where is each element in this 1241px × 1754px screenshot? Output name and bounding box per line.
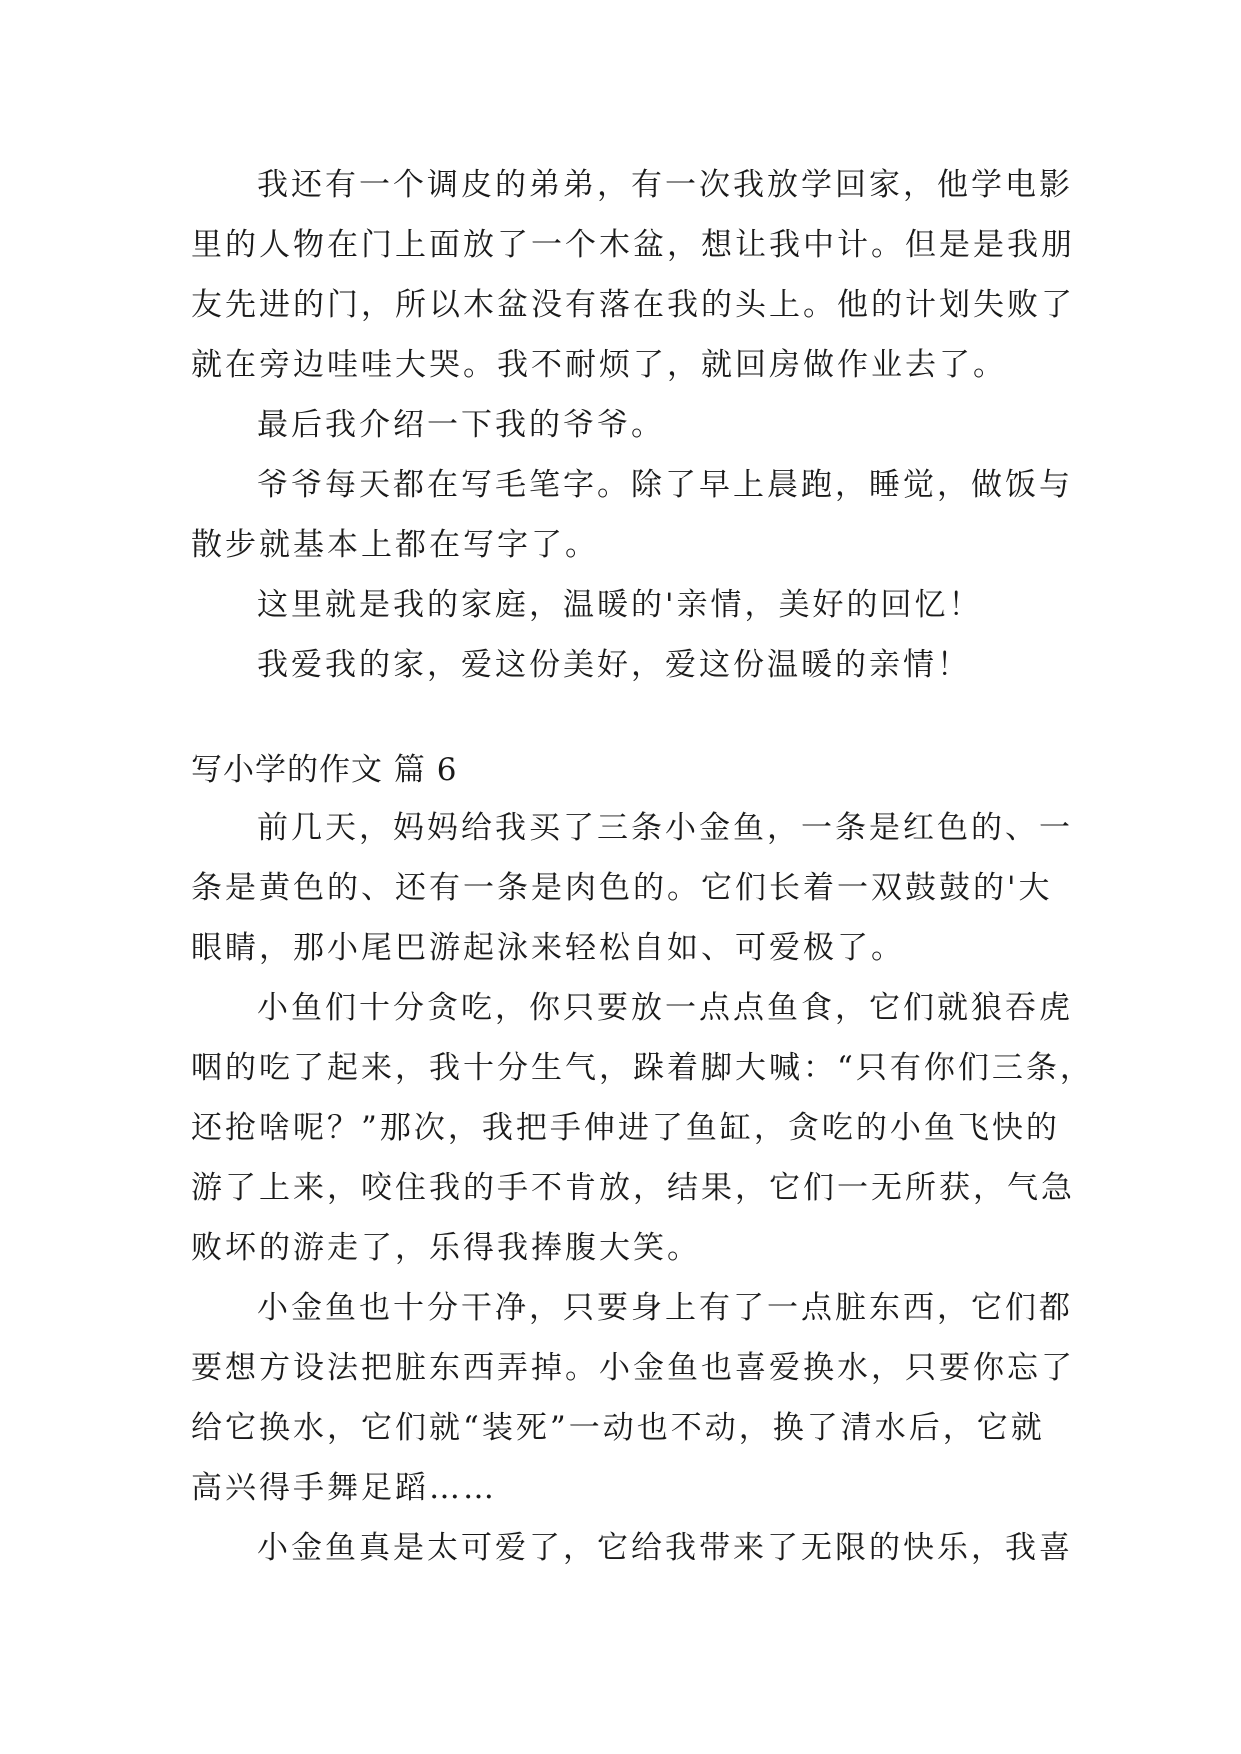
paragraph-line: 给它换水，它们就“装死”一动也不动，换了清水后，它就 [191, 1410, 1045, 1446]
paragraph-line: 小鱼们十分贪吃，你只要放一点点鱼食，它们就狼吞虎 [257, 990, 1073, 1026]
paragraph-line: 还抢啥呢？”那次，我把手伸进了鱼缸，贪吃的小鱼飞快的 [191, 1110, 1060, 1146]
paragraph-line: 高兴得手舞足蹈…… [191, 1470, 497, 1506]
paragraph-line: 友先进的门，所以木盆没有落在我的头上。他的计划失败了 [191, 287, 1075, 323]
paragraph-line: 败坏的游走了，乐得我捧腹大笑。 [191, 1230, 701, 1266]
paragraph-line: 游了上来，咬住我的手不肯放，结果，它们一无所获，气急 [191, 1170, 1075, 1206]
paragraph-line: 小金鱼也十分干净，只要身上有了一点脏东西，它们都 [257, 1290, 1073, 1326]
paragraph-line: 我爱我的家，爱这份美好，爱这份温暖的亲情！ [257, 647, 971, 683]
section-heading: 写小学的作文 篇 6 [191, 752, 458, 788]
paragraph-line: 小金鱼真是太可爱了，它给我带来了无限的快乐，我喜 [257, 1530, 1073, 1566]
paragraph-line: 这里就是我的家庭，温暖的'亲情，美好的回忆！ [257, 587, 983, 623]
paragraph-line: 我还有一个调皮的弟弟，有一次我放学回家，他学电影 [257, 167, 1073, 203]
paragraph-line: 里的人物在门上面放了一个木盆，想让我中计。但是是我朋 [191, 227, 1075, 263]
paragraph-line: 散步就基本上都在写字了。 [191, 527, 599, 563]
paragraph-line: 条是黄色的、还有一条是肉色的。它们长着一双鼓鼓的'大 [191, 870, 1053, 906]
paragraph-line: 前几天，妈妈给我买了三条小金鱼，一条是红色的、一 [257, 810, 1073, 846]
paragraph-line: 要想方设法把脏东西弄掉。小金鱼也喜爱换水，只要你忘了 [191, 1350, 1075, 1386]
paragraph-line: 最后我介绍一下我的爷爷。 [257, 407, 665, 443]
paragraph-line: 爷爷每天都在写毛笔字。除了早上晨跑，睡觉，做饭与 [257, 467, 1073, 503]
paragraph-line: 就在旁边哇哇大哭。我不耐烦了，就回房做作业去了。 [191, 347, 1007, 383]
paragraph-line: 眼睛，那小尾巴游起泳来轻松自如、可爱极了。 [191, 930, 905, 966]
paragraph-line: 咽的吃了起来，我十分生气，跺着脚大喊：“只有你们三条， [191, 1050, 1094, 1086]
